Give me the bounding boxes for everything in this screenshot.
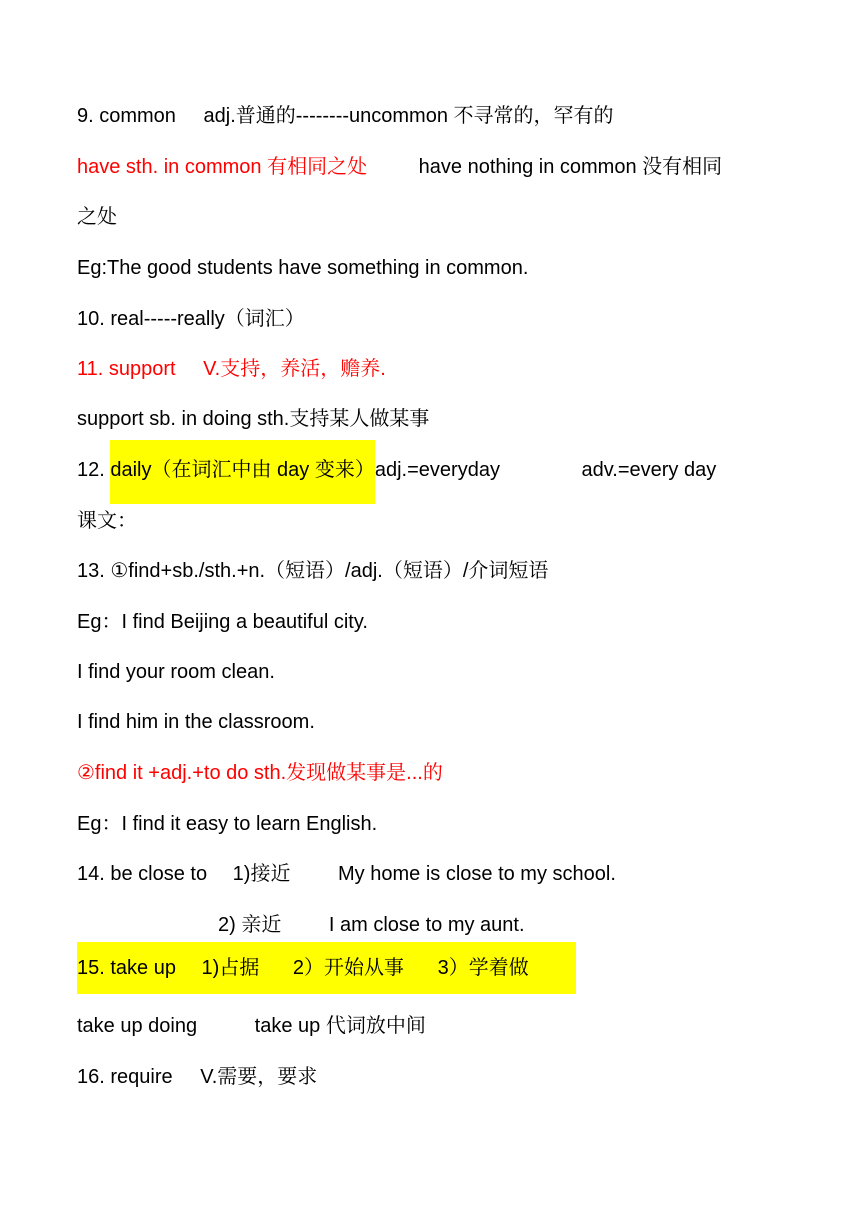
take-up-doing: take up doing (77, 1015, 198, 1037)
item-11-word: 11. support (77, 358, 176, 380)
line-continuation: 之处 (77, 206, 117, 228)
line-example-common: Eg:The good students have something in common. (77, 257, 529, 279)
item-14-example-2: I am close to my aunt. (328, 914, 525, 936)
line-item-12 (77, 454, 716, 486)
item-16-word: 16. require (77, 1066, 173, 1088)
item-14-meaning-2: 2) 亲近 (218, 914, 282, 936)
take-up-pronoun: take up 代词放中间 (254, 1015, 426, 1037)
item-12-adv: adv.=every day (581, 459, 717, 481)
line-item-14 (77, 858, 616, 890)
item-15-meaning-3: 3）学着做 (437, 957, 529, 979)
item-9-word: 9. common (77, 105, 176, 127)
line-item-11 (77, 353, 386, 385)
item-16-definition: V.需要，要求 (200, 1066, 318, 1088)
item-12-adj: adj.=everyday (374, 459, 500, 481)
line-item-15 (77, 942, 576, 994)
line-item-16 (77, 1061, 317, 1093)
phrase-have-in-common: have sth. in common 有相同之处 (77, 156, 368, 178)
line-item-14-meaning-2 (218, 909, 525, 941)
line-have-in-common (77, 151, 722, 183)
line-support-usage: support sb. in doing sth.支持某人做某事 (77, 408, 430, 430)
line-take-up-usage (77, 1010, 426, 1042)
line-item-10: 10. real-----really（词汇） (77, 308, 305, 330)
item-14-meaning-1: 1)接近 (232, 863, 291, 885)
item-15-meaning-1: 1)占据 (201, 957, 260, 979)
item-12-highlight: daily（在词汇中由 day 变来） (110, 440, 375, 504)
item-9-definition: adj.普通的--------uncommon 不寻常的，罕有的 (203, 105, 614, 127)
item-12-number: 12. (77, 459, 111, 481)
item-14-example-1: My home is close to my school. (338, 863, 616, 885)
line-item-13: 13. ①find+sb./sth.+n.（短语）/adj.（短语）/介词短语 (77, 560, 549, 582)
item-15-word: 15. take up (77, 957, 176, 979)
line-find-it: ②find it +adj.+to do sth.发现做某事是...的 (77, 762, 443, 784)
line-example-english: Eg：I find it easy to learn English. (77, 813, 378, 835)
line-item-9 (77, 100, 614, 132)
line-example-beijing: Eg：I find Beijing a beautiful city. (77, 611, 368, 633)
line-example-classroom: I find him in the classroom. (77, 711, 315, 733)
item-15-meaning-2: 2）开始从事 (292, 957, 405, 979)
phrase-have-nothing-in-common: have nothing in common 没有相同 (418, 156, 723, 178)
line-text-heading: 课文： (77, 510, 137, 532)
item-14-word: 14. be close to (77, 863, 208, 885)
item-11-definition: V.支持，养活，赡养. (203, 358, 386, 380)
line-example-room: I find your room clean. (77, 661, 275, 683)
